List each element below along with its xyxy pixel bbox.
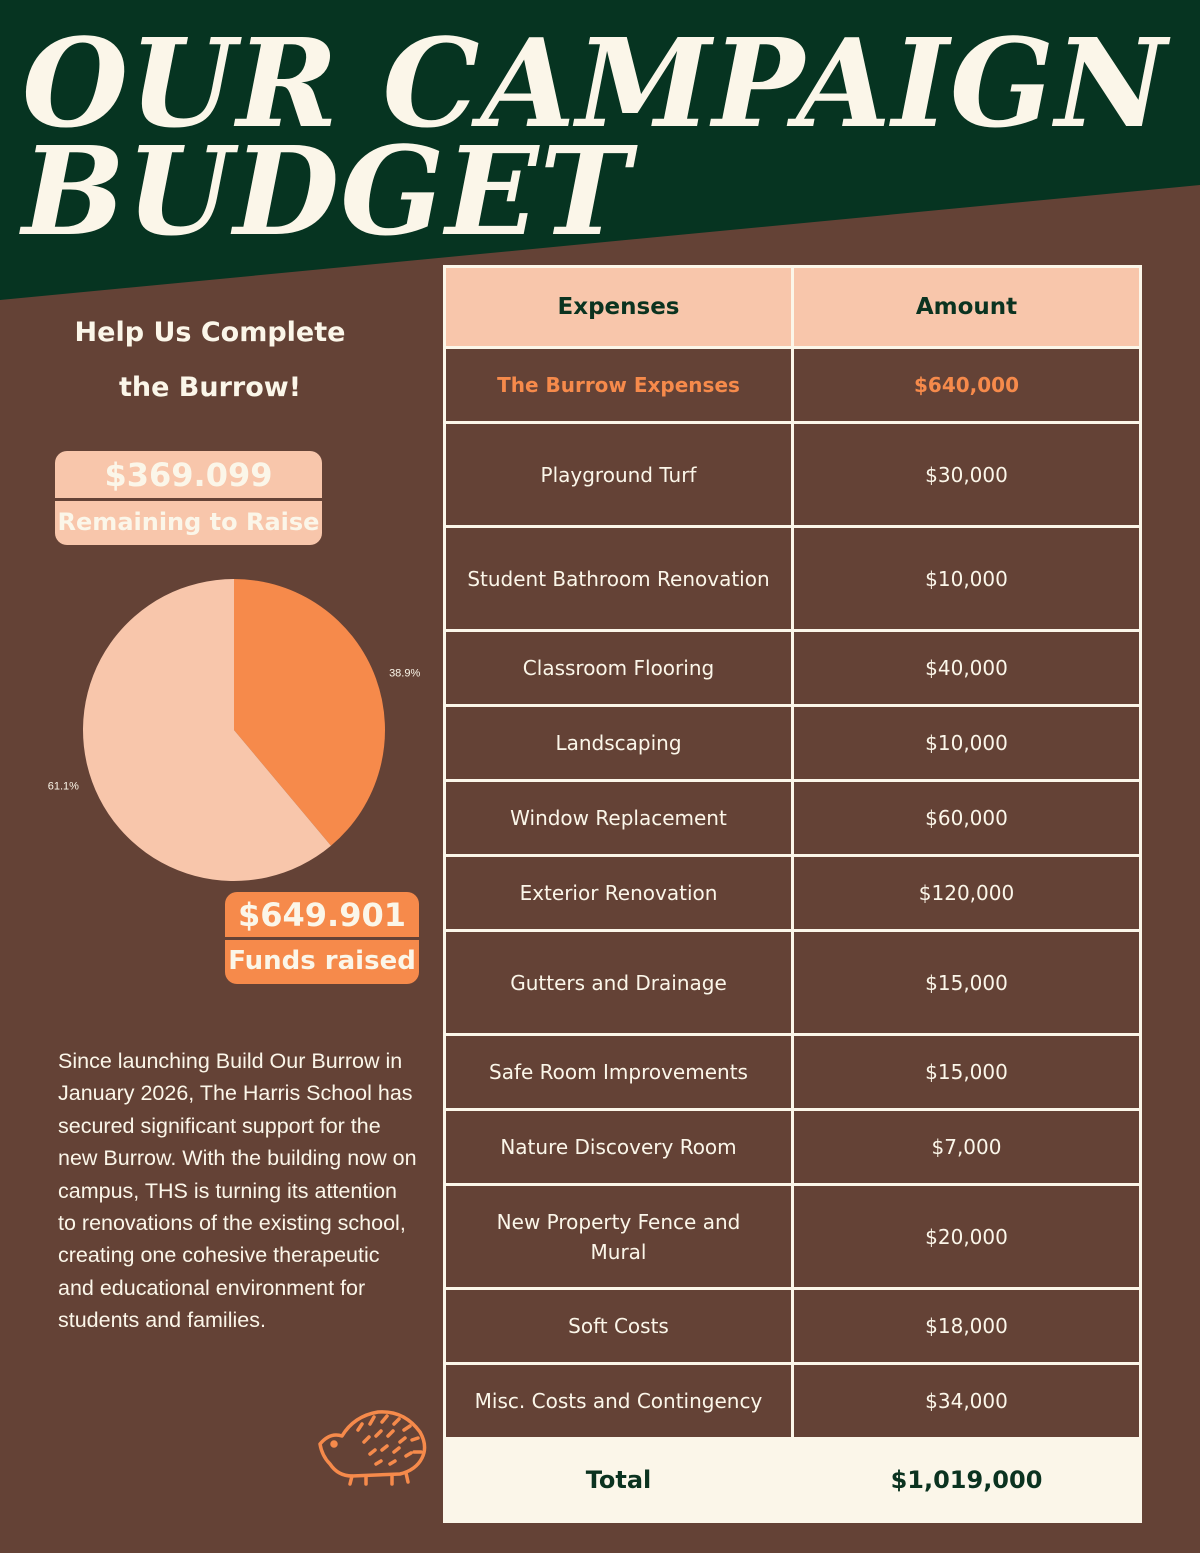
expense-amount: $40,000 [793, 631, 1141, 706]
expense-amount: $7,000 [793, 1110, 1141, 1185]
total-amount: $1,019,000 [793, 1439, 1141, 1522]
expense-label: Exterior Renovation [445, 856, 793, 931]
expense-label: The Burrow Expenses [445, 348, 793, 423]
table-row [445, 1289, 1141, 1364]
expense-label: Safe Room Improvements [445, 1035, 793, 1110]
help-heading-line-2: the Burrow! [118, 372, 302, 403]
expense-amount: $18,000 [793, 1289, 1141, 1364]
remaining-to-raise-badge [55, 451, 322, 545]
table-row [445, 423, 1141, 527]
remaining-caption: Remaining to Raise [57, 508, 320, 536]
expense-label: New Property Fence and Mural [445, 1185, 793, 1289]
pie-slice-label-1: 61.1% [47, 780, 79, 793]
table-row [445, 348, 1141, 423]
expense-label: Soft Costs [445, 1289, 793, 1364]
expense-label: Playground Turf [445, 423, 793, 527]
help-heading-line-1: Help Us Complete [74, 317, 346, 348]
expense-label: Classroom Flooring [445, 631, 793, 706]
expense-amount: $15,000 [793, 931, 1141, 1035]
expense-amount: $20,000 [793, 1185, 1141, 1289]
expense-amount: $15,000 [793, 1035, 1141, 1110]
table-total-row [445, 1439, 1141, 1522]
budget-table [443, 265, 1142, 1523]
expense-label: Gutters and Drainage [445, 931, 793, 1035]
pie-slice-label-0: 38.9% [389, 667, 421, 680]
expense-label: Misc. Costs and Contingency [445, 1364, 793, 1439]
table-row [445, 856, 1141, 931]
table-row [445, 631, 1141, 706]
expense-label: Student Bathroom Renovation [445, 527, 793, 631]
remaining-amount: $369.099 [104, 456, 273, 494]
expense-amount: $120,000 [793, 856, 1141, 931]
campaign-story-paragraph: Since launching Build Our Burrow in January 2026, The Harris School has secured significant support for the new Burrow. With the building now on campus, THS is turning its attention to renovations of the existing school, creating one cohesive therapeutic and educational environment for students and families. [58, 1049, 417, 1333]
expense-amount: $30,000 [793, 423, 1141, 527]
page-title-line-2: BUDGET [22, 119, 632, 263]
table-row [445, 1035, 1141, 1110]
expense-amount: $60,000 [793, 781, 1141, 856]
table-row [445, 1364, 1141, 1439]
hedgehog-icon [312, 1398, 430, 1488]
expense-label: Nature Discovery Room [445, 1110, 793, 1185]
table-row [445, 527, 1141, 631]
page-title-line-1: OUR CAMPAIGN [22, 11, 1168, 155]
amount-column-header: Amount [793, 267, 1141, 348]
raised-caption: Funds raised [228, 946, 416, 976]
remaining-badge-divider [55, 498, 322, 501]
expense-label: Landscaping [445, 706, 793, 781]
table-header-row [445, 267, 1141, 348]
raised-badge-divider [225, 937, 419, 940]
expense-amount: $10,000 [793, 527, 1141, 631]
raised-amount: $649.901 [237, 896, 406, 934]
table-row [445, 781, 1141, 856]
table-row [445, 1185, 1141, 1289]
expense-label: Window Replacement [445, 781, 793, 856]
total-label: Total [445, 1439, 793, 1522]
table-row [445, 706, 1141, 781]
funds-raised-badge [225, 892, 419, 984]
expense-amount: $640,000 [793, 348, 1141, 423]
expense-amount: $10,000 [793, 706, 1141, 781]
funding-pie-chart [40, 570, 430, 890]
table-row [445, 931, 1141, 1035]
expenses-column-header: Expenses [445, 267, 793, 348]
table-row [445, 1110, 1141, 1185]
expense-amount: $34,000 [793, 1364, 1141, 1439]
help-us-heading [60, 305, 360, 415]
table-body [445, 348, 1141, 1439]
